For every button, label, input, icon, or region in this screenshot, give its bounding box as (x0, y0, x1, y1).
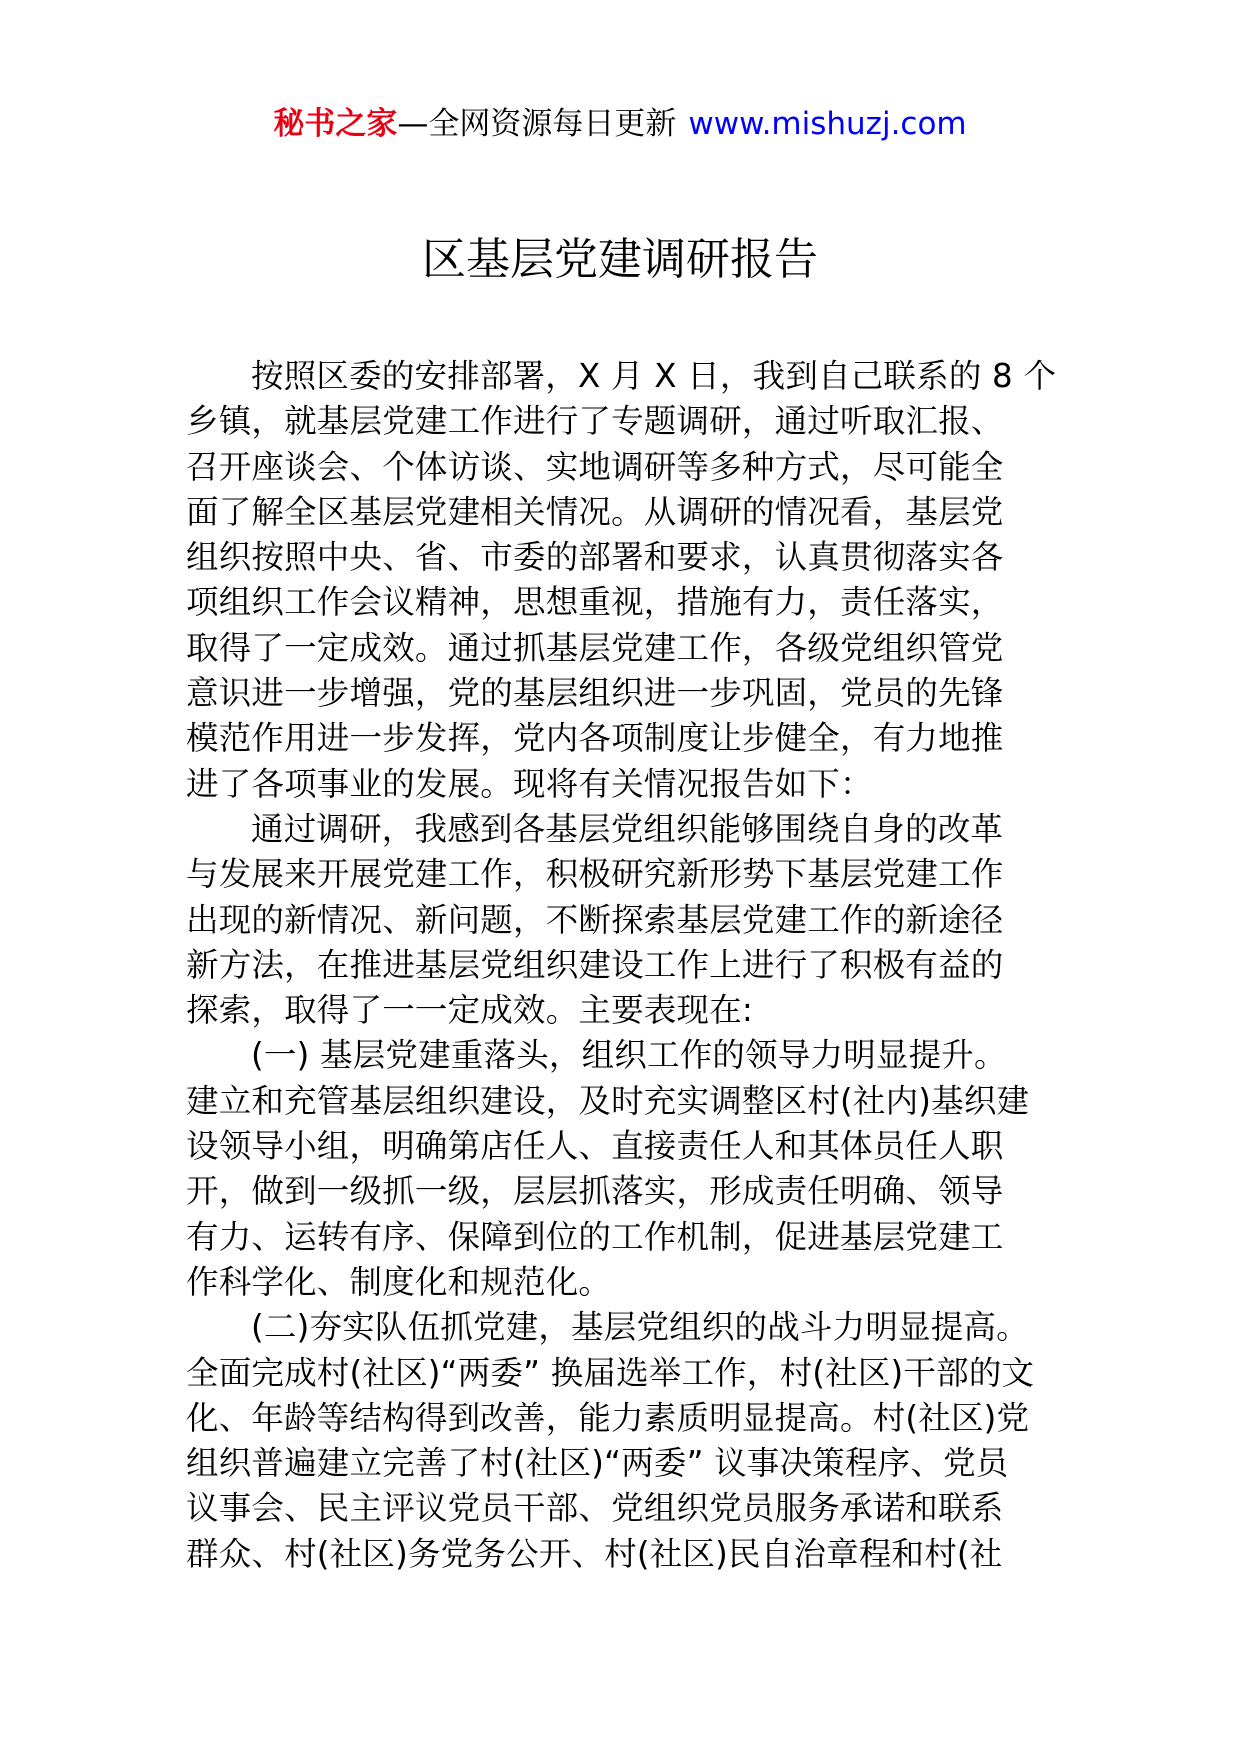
text-line: 全面完成村(社区)“两委” 换届选举工作，村(社区)干部的文 (186, 1353, 1035, 1392)
text-line: 取得了一定成效。通过抓基层党建工作，各级党组织管党 (186, 628, 1004, 667)
text-line: 作科学化、制度化和规范化。 (186, 1262, 612, 1301)
text-line: 意识进一步增强，党的基层组织进一步巩固，党员的先锋 (186, 674, 1004, 713)
text-line: (二)夯实队伍抓党建，基层党组织的战斗力明显提高。 (251, 1308, 1029, 1347)
text-line: 设领导小组，明确第店任人、直接责任人和其体员任人职 (186, 1127, 1004, 1166)
text-line: 议事会、民主评议党员干部、党组织党员服务承诺和联系 (186, 1489, 1004, 1528)
document-body (186, 354, 1064, 1577)
text-line: 建立和充管基层组织建设，及时充实调整区村(社内)基织建 (186, 1081, 1030, 1120)
text-line: 组织普遍建立完善了村(社区)“两委” 议事决策程序、党员 (186, 1444, 1009, 1483)
header-tagline: —全网资源每日更新 (397, 106, 677, 142)
text-line: (一) 基层党建重落头，组织工作的领导力明显提升。 (251, 1036, 1007, 1075)
text-line: 模范作用进一步发挥，党内各项制度让步健全，有力地推 (186, 719, 1004, 758)
document-title: 区基层党建调研报告 (422, 234, 818, 285)
text-line: 进了各项事业的发展。现将有关情况报告如下： (186, 764, 873, 803)
text-line: 出现的新情况、新问题，不断探索基层党建工作的新途径 (186, 900, 1004, 939)
text-line: 面了解全区基层党建相关情况。从调研的情况看，基层党 (186, 492, 1004, 531)
text-line: 召开座谈会、个体访谈、实地调研等多种方式，尽可能全 (186, 447, 1004, 486)
text-line: 有力、运转有序、保障到位的工作机制，促进基层党建工 (186, 1217, 1004, 1256)
text-line: 探索，取得了一一定成效。主要表现在: (186, 991, 754, 1030)
text-line: 新方法，在推进基层党组织建设工作上进行了积极有益的 (186, 945, 1004, 984)
text-line: 开，做到一级抓一级，层层抓落实，形成责任明确、领导 (186, 1172, 1004, 1211)
text-line: 化、年龄等结构得到改善，能力素质明显提高。村(社区)党 (186, 1398, 1030, 1437)
site-header (0, 100, 1240, 148)
brand-name: 秘书之家 (273, 106, 398, 142)
text-line: 项组织工作会议精神，思想重视，措施有力，责任落实， (186, 583, 1004, 622)
text-line: 与发展来开展党建工作，积极研究新形势下基层党建工作 (186, 855, 1004, 894)
text-line: 乡镇，就基层党建工作进行了专题调研，通过听取汇报、 (186, 402, 1004, 441)
text-line: 群众、村(社区)务党务公开、村(社区)民自治章程和村(社 (186, 1534, 1003, 1573)
text-line: 组织按照中央、省、市委的部署和要求，认真贯彻落实各 (186, 538, 1004, 577)
text-line: 通过调研，我感到各基层党组织能够围绕自身的改革 (251, 809, 1004, 848)
text-line: 按照区委的安排部署，X 月 X 日，我到自己联系的 8 个 (251, 357, 1057, 395)
site-url-link[interactable]: www.mishuzj.com (688, 106, 967, 142)
